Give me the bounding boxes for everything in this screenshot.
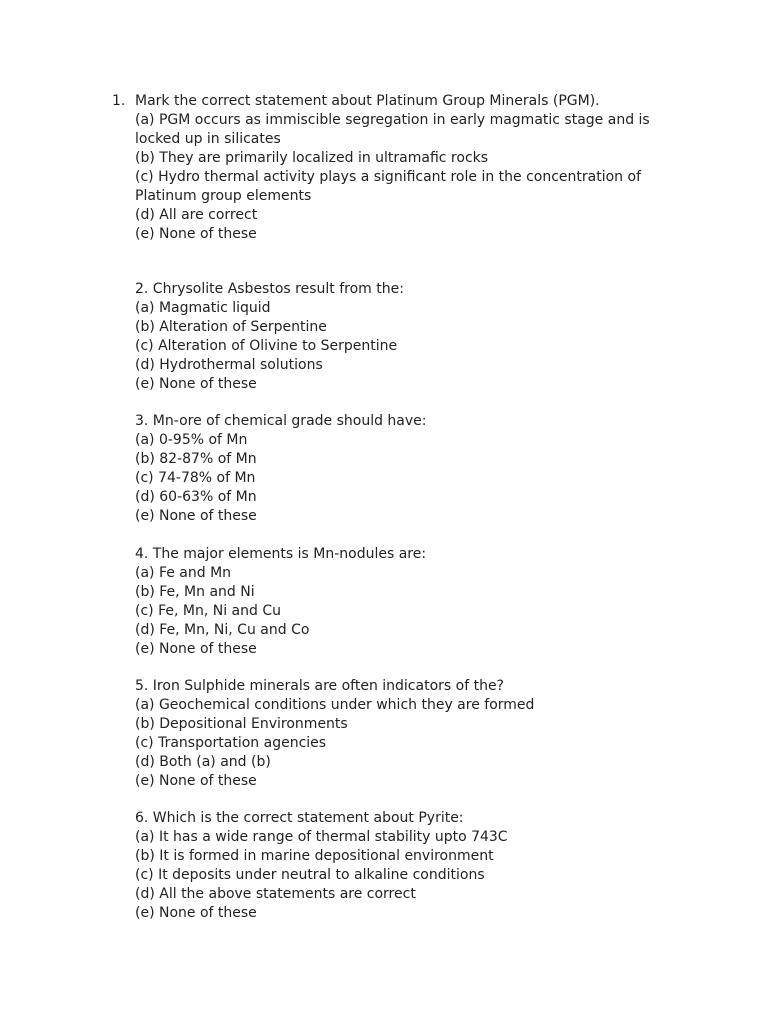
option-b: (b) It is formed in marine depositional environment [135, 848, 494, 864]
option-e: (e) None of these [135, 641, 257, 657]
option-d: (d) Fe, Mn, Ni, Cu and Co [135, 622, 310, 638]
option-c: (c) Fe, Mn, Ni and Cu [135, 603, 281, 619]
option-a: (a) PGM occurs as immiscible segregation in early magmatic stage and is locked up in silicates [135, 112, 650, 147]
option-b: (b) Fe, Mn and Ni [135, 584, 255, 600]
option-d: (d) All are correct [135, 207, 258, 223]
option-b: (b) They are primarily localized in ultramafic rocks [135, 150, 489, 166]
question-4 [135, 545, 675, 659]
option-c: (c) It deposits under neutral to alkaline conditions [135, 867, 485, 883]
question-3 [135, 412, 675, 526]
question-2 [135, 280, 675, 394]
option-c: (c) Hydro thermal activity plays a significant role in the concentration of Platinum group elements [135, 169, 641, 204]
question-1 [112, 92, 672, 244]
question-prompt: 6. Which is the correct statement about Pyrite: [135, 810, 464, 826]
option-e: (e) None of these [135, 905, 257, 921]
option-c: (c) 74-78% of Mn [135, 470, 256, 486]
question-body [135, 92, 672, 244]
option-e: (e) None of these [135, 773, 257, 789]
option-a: (a) Magmatic liquid [135, 300, 271, 316]
option-e: (e) None of these [135, 508, 257, 524]
option-b: (b) 82-87% of Mn [135, 451, 257, 467]
question-prompt: 2. Chrysolite Asbestos result from the: [135, 281, 404, 297]
option-c: (c) Transportation agencies [135, 735, 327, 751]
option-d: (d) All the above statements are correct [135, 886, 416, 902]
question-prompt: 4. The major elements is Mn-nodules are: [135, 546, 427, 562]
option-a: (a) It has a wide range of thermal stability upto 743C [135, 829, 508, 845]
option-a: (a) Geochemical conditions under which they are formed [135, 697, 535, 713]
option-d: (d) Hydrothermal solutions [135, 357, 323, 373]
option-e: (e) None of these [135, 376, 257, 392]
option-b: (b) Alteration of Serpentine [135, 319, 327, 335]
option-a: (a) Fe and Mn [135, 565, 232, 581]
question-number: 1. [112, 93, 126, 109]
option-d: (d) 60-63% of Mn [135, 489, 257, 505]
question-5 [135, 677, 675, 791]
option-e: (e) None of these [135, 226, 257, 242]
option-c: (c) Alteration of Olivine to Serpentine [135, 338, 398, 354]
option-d: (d) Both (a) and (b) [135, 754, 271, 770]
question-prompt: 3. Mn-ore of chemical grade should have: [135, 413, 427, 429]
option-b: (b) Depositional Environments [135, 716, 348, 732]
question-prompt: 5. Iron Sulphide minerals are often indicators of the? [135, 678, 504, 694]
option-a: (a) 0-95% of Mn [135, 432, 248, 448]
question-6 [135, 809, 675, 923]
question-prompt: Mark the correct statement about Platinum Group Minerals (PGM). [135, 93, 600, 109]
